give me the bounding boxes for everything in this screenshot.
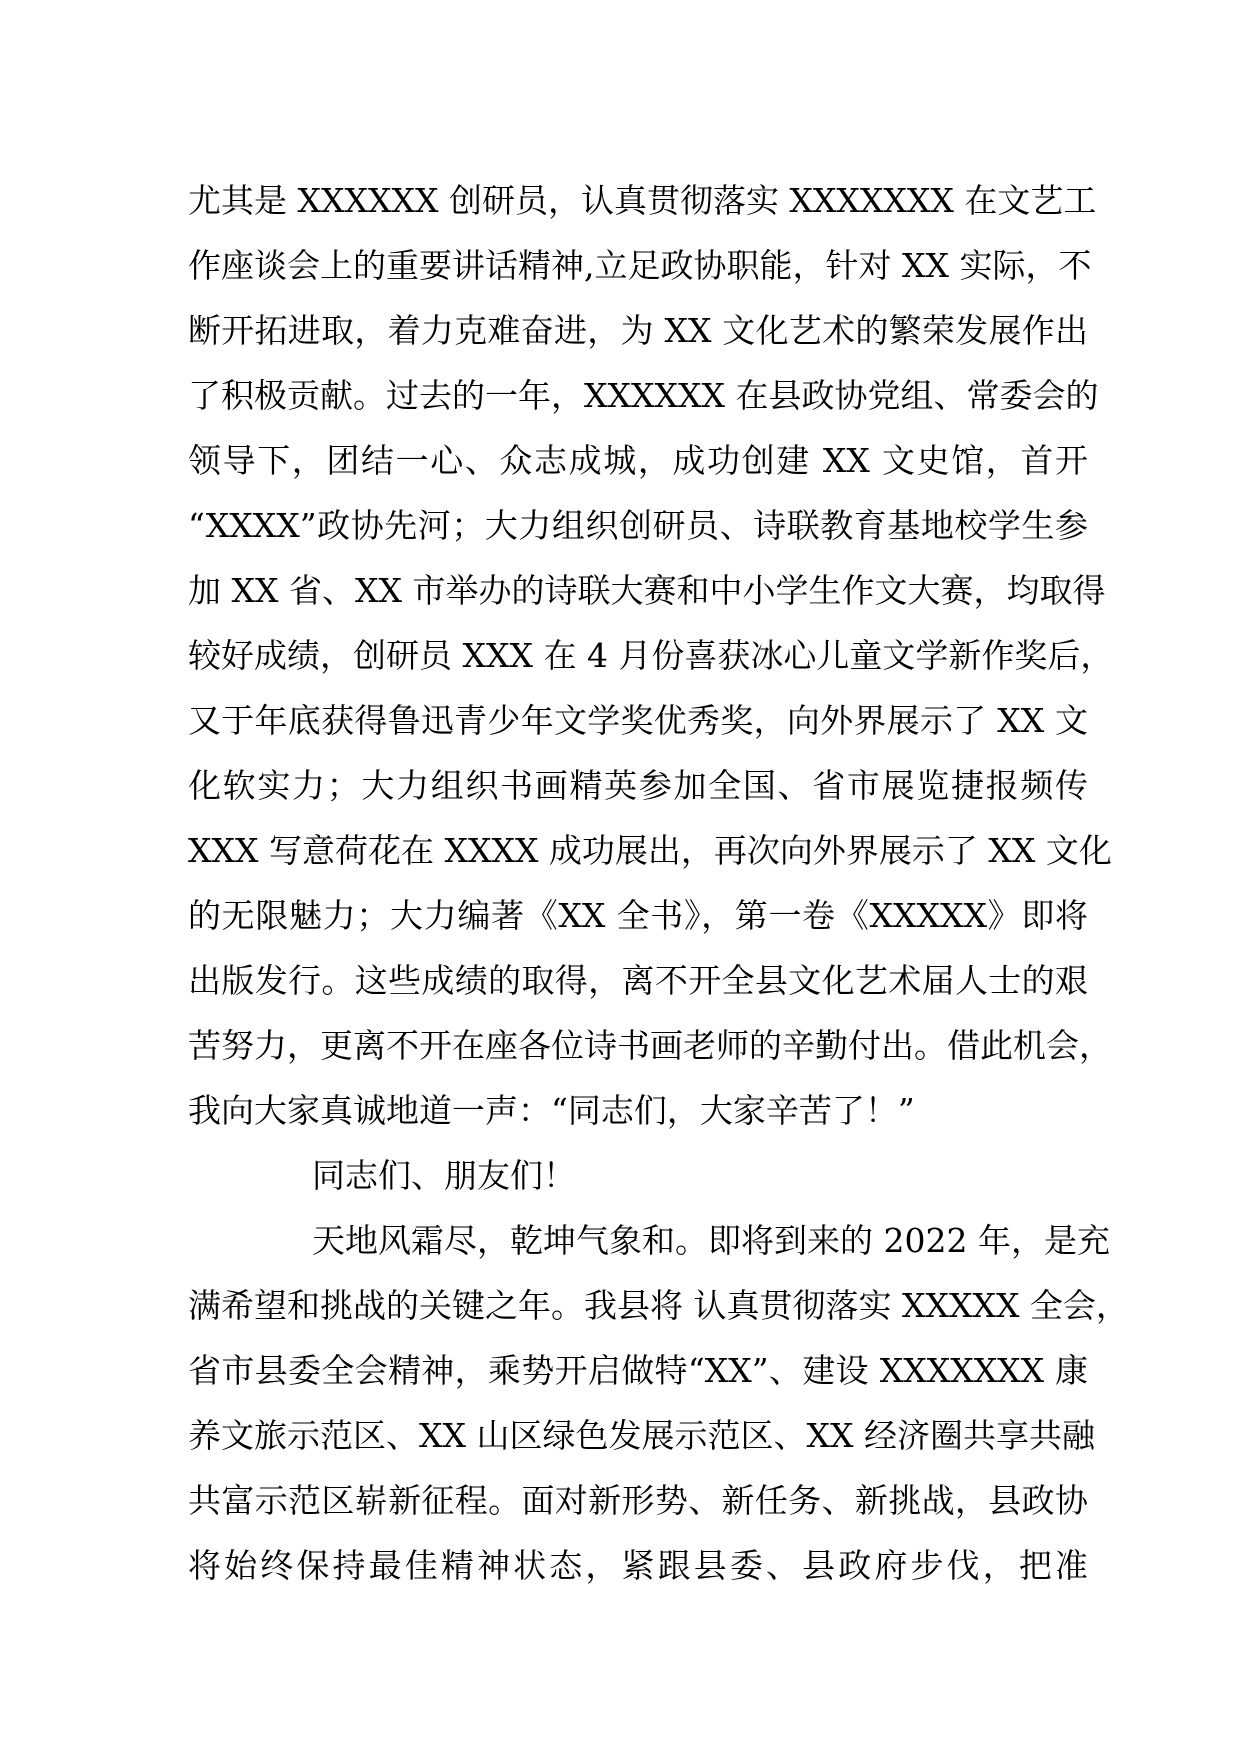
text-line-2: 作座谈会上的重要讲话精神,立足政协职能，针对 XX 实际，不: [188, 246, 1092, 285]
text-line-15: 我向大家真诚地道一声：“同志们，大家辛苦了！”: [188, 1091, 915, 1130]
text-line-4: 了积极贡献。过去的一年，XXXXXX 在县政协党组、常委会的: [188, 376, 1099, 415]
text-line-20: 养文旅示范区、XX 山区绿色发展示范区、XX 经济圈共享共融: [188, 1416, 1095, 1455]
text-line-10: 化软实力；大力组织书画精英参加全国、省市展览捷报频传: [188, 766, 1088, 805]
text-line-21: 共富示范区崭新征程。面对新形势、新任务、新挑战，县政协: [188, 1481, 1088, 1520]
text-line-13: 出版发行。这些成绩的取得，离不开全县文化艺术届人士的艰: [188, 961, 1088, 1000]
text-line-5: 领导下，团结一心、众志成城，成功创建 XX 文史馆，首开: [188, 441, 1088, 480]
text-line-19: 省市县委全会精神，乘势开启做特“XX”、建设 XXXXXXX 康: [188, 1351, 1088, 1390]
text-line-8: 较好成绩，创研员 XXX 在 4 月份喜获冰心儿童文学新作奖后，: [188, 636, 1114, 675]
text-line-12: 的无限魅力；大力编著《XX 全书》，第一卷《XXXXX》即将: [188, 896, 1088, 935]
text-line-7: 加 XX 省、XX 市举办的诗联大赛和中小学生作文大赛，均取得: [188, 571, 1106, 610]
text-line-3: 断开拓进取，着力克难奋进，为 XX 文化艺术的繁荣发展作出: [188, 311, 1088, 350]
text-line-18: 满希望和挑战的关键之年。我县将 认真贯彻落实 XXXXX 全会，: [188, 1286, 1129, 1325]
text-line-11: XXX 写意荷花在 XXXX 成功展出，再次向外界展示了 XX 文化: [188, 831, 1112, 870]
text-line-22: 将始终保持最佳精神状态，紧跟县委、县政府步伐，把准: [188, 1546, 1088, 1585]
text-line-17: 天地风霜尽，乾坤气象和。即将到来的 2022 年，是充: [312, 1221, 1110, 1260]
text-line-9: 又于年底获得鲁迅青少年文学奖优秀奖，向外界展示了 XX 文: [188, 701, 1088, 740]
text-line-1: 尤其是 XXXXXX 创研员，认真贯彻落实 XXXXXXX 在文艺工: [188, 181, 1097, 220]
text-line-6: “XXXX”政协先河；大力组织创研员、诗联教育基地校学生参: [188, 506, 1088, 545]
text-line-14: 苦努力，更离不开在座各位诗书画老师的辛勤付出。借此机会，: [188, 1026, 1112, 1065]
salutation-line: 同志们、朋友们！: [312, 1156, 576, 1195]
body-text: [188, 168, 1129, 1598]
